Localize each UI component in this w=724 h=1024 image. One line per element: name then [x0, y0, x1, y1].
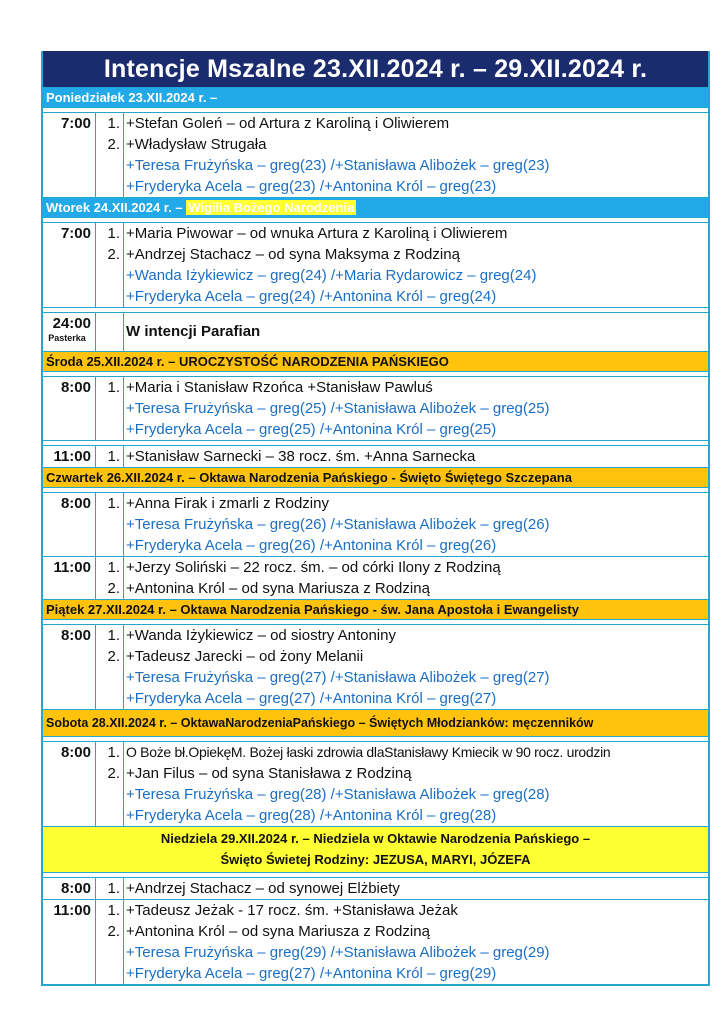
- gregorian-intention: +Fryderyka Acela – greg(28) /+Antonina Król – greg(28): [126, 807, 497, 824]
- mass-row: [43, 877, 708, 899]
- intention-text: +Maria i Stanisław Rzońca +Stanisław Pawluś: [126, 379, 433, 396]
- day-header-sunday: [43, 826, 708, 872]
- intention-number: [96, 805, 120, 826]
- day-header-text: Środa 25.XII.2024 r. – UROCZYSTOŚĆ NARODZENIA PAŃSKIEGO: [46, 354, 449, 369]
- day-header-friday: [43, 599, 708, 619]
- intention-number: [96, 398, 120, 419]
- intention-text: +Stanisław Sarnecki – 38 rocz. śm. +Anna Sarnecka: [126, 448, 476, 465]
- intention-text: +Stefan Goleń – od Artura z Karoliną i Oliwierem: [126, 115, 450, 132]
- intention-numbers: [96, 900, 124, 984]
- intention-number: 2.: [107, 136, 120, 153]
- intention-number: 2.: [107, 246, 120, 263]
- day-header-line-1: Niedziela 29.XII.2024 r. – Niedziela w Oktawie Narodzenia Pańskiego –: [160, 831, 591, 846]
- intention-texts: [124, 557, 708, 599]
- intention-texts: [124, 313, 708, 351]
- mass-row: [43, 899, 708, 984]
- mass-row: [43, 445, 708, 467]
- intention-numbers: [96, 625, 124, 709]
- intention-text: +Władysław Strugała: [126, 136, 267, 153]
- day-header-text: Sobota 28.XII.2024 r. – OktawaNarodzeniaPańskiego – Świętych Młodzianków: męczenników: [46, 716, 594, 730]
- intention-number: [96, 313, 120, 351]
- intention-numbers: [96, 223, 124, 307]
- day-header-thursday: [43, 467, 708, 487]
- intention-number: 1.: [107, 225, 120, 242]
- mass-row: [43, 112, 708, 197]
- intention-text: +Antonina Król – od syna Mariusza z Rodziną: [126, 580, 430, 597]
- gregorian-intention: +Fryderyka Acela – greg(23) /+Antonina Król – greg(23): [126, 178, 497, 195]
- intention-texts: [124, 377, 708, 440]
- gregorian-intention: +Teresa Frużyńska – greg(23) /+Stanisława Alibożek – greg(23): [126, 157, 550, 174]
- gregorian-intention: +Fryderyka Acela – greg(26) /+Antonina Król – greg(26): [126, 537, 497, 554]
- day-header-text: Piątek 27.XII.2024 r. – Oktawa Narodzenia Pańskiego - św. Jana Apostoła i Ewangelisty: [46, 602, 579, 617]
- intention-number: 2.: [107, 580, 120, 597]
- intention-numbers: [96, 377, 124, 440]
- gregorian-intention: +Teresa Frużyńska – greg(25) /+Stanisława Alibożek – greg(25): [126, 400, 550, 417]
- intention-texts: [124, 113, 708, 197]
- intention-numbers: [96, 878, 124, 899]
- mass-time: 8:00: [43, 377, 96, 440]
- intention-text: +Tadeusz Jeżak - 17 rocz. śm. +Stanisława Jeżak: [126, 902, 458, 919]
- intention-texts: [124, 446, 708, 467]
- intention-texts: [124, 223, 708, 307]
- intention-number: [96, 942, 120, 963]
- intention-numbers: [96, 557, 124, 599]
- intention-number: 1.: [107, 744, 120, 761]
- intention-number: [96, 963, 120, 984]
- intention-number: 2.: [107, 923, 120, 940]
- mass-row: [43, 556, 708, 599]
- mass-row: [43, 624, 708, 709]
- intentions-sheet: [41, 51, 710, 986]
- intention-text: +Maria Piwowar – od wnuka Artura z Karoliną i Oliwierem: [126, 225, 508, 242]
- mass-time: 7:00: [43, 223, 96, 307]
- intention-texts: [124, 878, 708, 899]
- intention-texts: [124, 742, 708, 826]
- intention-text: +Wanda Iżykiewicz – od siostry Antoniny: [126, 627, 396, 644]
- intention-number: [96, 419, 120, 440]
- intention-number: 1.: [107, 115, 120, 132]
- day-header-text: Wtorek 24.XII.2024 r. –: [46, 200, 183, 215]
- feast-name: Wigilia Bożego Narodzenia: [188, 200, 355, 215]
- mass-row: [43, 376, 708, 440]
- intention-number: 2.: [107, 765, 120, 782]
- mass-time: [43, 313, 96, 351]
- mass-time: 8:00: [43, 625, 96, 709]
- day-header-saturday: [43, 709, 708, 736]
- intention-number: 1.: [107, 880, 120, 897]
- day-header-line-2: Święto Świetej Rodziny: JEZUSA, MARYI, JÓZEFA: [220, 852, 531, 867]
- intention-text: +Andrzej Stachacz – od synowej Elżbiety: [126, 880, 400, 897]
- mass-time: 11:00: [43, 557, 96, 599]
- intention-texts: [124, 625, 708, 709]
- gregorian-intention: +Teresa Frużyńska – greg(27) /+Stanisława Alibożek – greg(27): [126, 669, 550, 686]
- intention-number: [96, 688, 120, 709]
- mass-time: 11:00: [43, 900, 96, 984]
- intention-number: [96, 265, 120, 286]
- mass-time: 8:00: [43, 742, 96, 826]
- gregorian-intention: +Fryderyka Acela – greg(27) /+Antonina Król – greg(29): [126, 965, 497, 982]
- gregorian-intention: +Teresa Frużyńska – greg(28) /+Stanisława Alibożek – greg(28): [126, 786, 550, 803]
- intention-numbers: [96, 446, 124, 467]
- mass-time-value: 24:00: [52, 315, 91, 332]
- intention-number: [96, 155, 120, 176]
- day-header-text: Czwartek 26.XII.2024 r. – Oktawa Narodzenia Pańskiego - Święto Świętego Szczepana: [46, 470, 572, 485]
- intention-texts: [124, 900, 708, 984]
- intention-text: O Boże bł.OpiekęM. Bożej łaski zdrowia dlaStanisławy Kmiecik w 90 rocz. urodzin: [126, 744, 611, 760]
- intention-number: 1.: [107, 627, 120, 644]
- intention-number: 1.: [107, 902, 120, 919]
- intention-numbers: [96, 113, 124, 197]
- mass-subtitle: Pasterka: [48, 333, 86, 343]
- intention-number: 1.: [107, 495, 120, 512]
- mass-time: 7:00: [43, 113, 96, 197]
- intention-number: 2.: [107, 648, 120, 665]
- intention-text: +Anna Firak i zmarli z Rodziny: [126, 495, 329, 512]
- gregorian-intention: +Fryderyka Acela – greg(25) /+Antonina Król – greg(25): [126, 421, 497, 438]
- day-header-tuesday: [43, 197, 708, 217]
- mass-time: 8:00: [43, 878, 96, 899]
- intention-numbers: [96, 493, 124, 556]
- intention-text: +Jerzy Soliński – 22 rocz. śm. – od córki Ilony z Rodziną: [126, 559, 501, 576]
- mass-row: [43, 222, 708, 307]
- gregorian-intention: +Fryderyka Acela – greg(24) /+Antonina Król – greg(24): [126, 288, 497, 305]
- intention-number: 1.: [107, 559, 120, 576]
- intention-text: +Andrzej Stachacz – od syna Maksyma z Rodziną: [126, 246, 460, 263]
- mass-time: 11:00: [43, 446, 96, 467]
- intention-number: [96, 784, 120, 805]
- intention-number: [96, 535, 120, 556]
- intention-texts: [124, 493, 708, 556]
- intention-number: [96, 286, 120, 307]
- gregorian-intention: +Teresa Frużyńska – greg(26) /+Stanisława Alibożek – greg(26): [126, 516, 550, 533]
- mass-row: [43, 492, 708, 556]
- intention-number: [96, 514, 120, 535]
- intention-numbers: [96, 313, 124, 351]
- day-header-monday: [43, 87, 708, 107]
- intention-number: 1.: [107, 379, 120, 396]
- intention-number: 1.: [107, 448, 120, 465]
- gregorian-intention: +Teresa Frużyńska – greg(29) /+Stanisława Alibożek – greg(29): [126, 944, 550, 961]
- intention-text: W intencji Parafian: [126, 323, 261, 340]
- day-header-wednesday: [43, 351, 708, 371]
- gregorian-intention: +Fryderyka Acela – greg(27) /+Antonina Król – greg(27): [126, 690, 497, 707]
- intention-numbers: [96, 742, 124, 826]
- intention-number: [96, 176, 120, 197]
- mass-time: 8:00: [43, 493, 96, 556]
- day-header-text: Poniedziałek 23.XII.2024 r. –: [46, 90, 218, 105]
- intention-number: [96, 667, 120, 688]
- gregorian-intention: +Wanda Iżykiewicz – greg(24) /+Maria Rydarowicz – greg(24): [126, 267, 537, 284]
- intention-text: +Tadeusz Jarecki – od żony Melanii: [126, 648, 364, 665]
- page-title: Intencje Mszalne 23.XII.2024 r. – 29.XII.2024 r.: [43, 51, 708, 87]
- intention-text: +Jan Filus – od syna Stanisława z Rodziną: [126, 765, 412, 782]
- intention-text: +Antonina Król – od syna Mariusza z Rodziną: [126, 923, 430, 940]
- mass-row-pasterka: [43, 312, 708, 351]
- mass-row: [43, 741, 708, 826]
